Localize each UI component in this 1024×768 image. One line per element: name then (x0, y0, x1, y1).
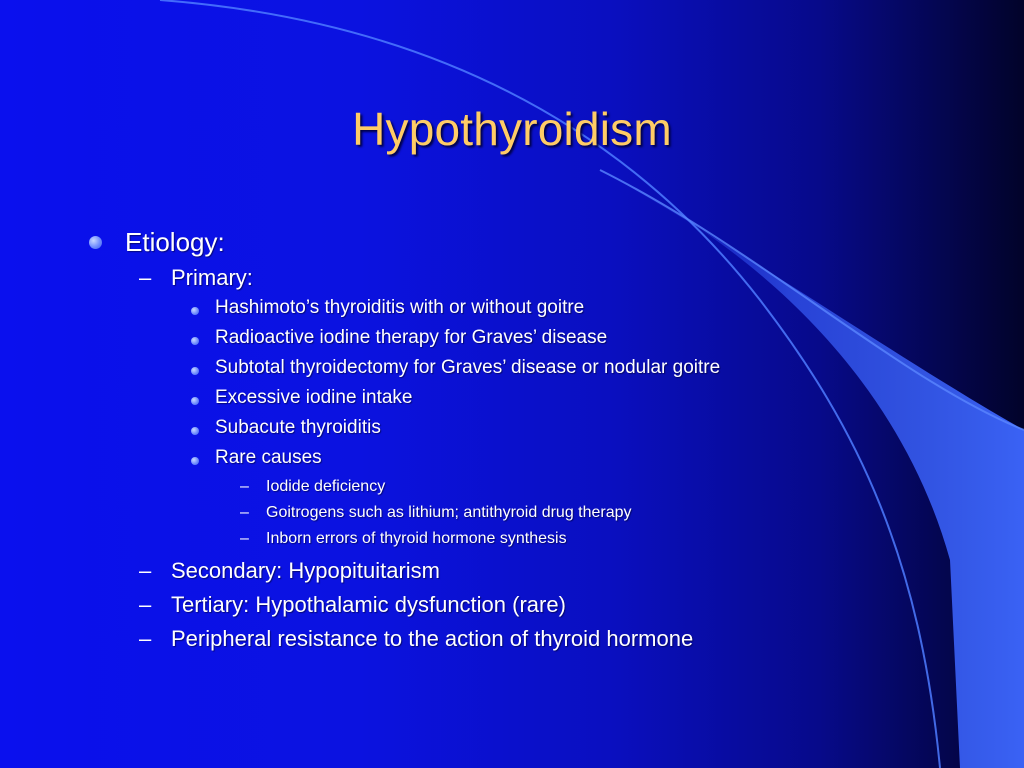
bullet-dot-icon (191, 307, 199, 315)
bullet-dot-icon (191, 337, 199, 345)
bullet-goitrogens: Goitrogens such as lithium; antithyroid drug therapy (266, 504, 632, 521)
bullet-etiology: Etiology: (125, 227, 225, 257)
bullet-dot-icon (191, 397, 199, 405)
bullet-iodide-deficiency: Iodide deficiency (266, 478, 386, 495)
dash-icon: – (240, 478, 249, 495)
bullet-dot-icon (191, 367, 199, 375)
bullet-subacute-thyroiditis: Subacute thyroiditis (215, 417, 381, 438)
dash-icon: – (139, 558, 152, 583)
dash-icon: – (139, 626, 152, 651)
bullet-radioactive-iodine: Radioactive iodine therapy for Graves’ disease (215, 327, 608, 348)
dash-icon: – (240, 504, 249, 521)
bullet-rare-causes: Rare causes (215, 447, 322, 468)
bullet-subtotal-thyroidectomy: Subtotal thyroidectomy for Graves’ disease or nodular goitre (215, 357, 721, 378)
bullet-dot-icon (89, 236, 102, 249)
bullet-excessive-iodine: Excessive iodine intake (215, 387, 413, 408)
dash-icon: – (139, 265, 152, 290)
bullet-peripheral-resistance: Peripheral resistance to the action of thyroid hormone (171, 626, 694, 651)
bullet-tertiary: Tertiary: Hypothalamic dysfunction (rare) (171, 592, 566, 617)
bullet-dot-icon (191, 457, 199, 465)
slide-title: Hypothyroidism (352, 103, 672, 155)
bullet-secondary: Secondary: Hypopituitarism (171, 558, 441, 583)
bullet-primary: Primary: (171, 265, 253, 290)
bullet-inborn-errors: Inborn errors of thyroid hormone synthesis (266, 530, 567, 547)
bullet-hashimoto: Hashimoto’s thyroiditis with or without goitre (215, 297, 585, 318)
dash-icon: – (240, 530, 249, 547)
bullet-dot-icon (191, 427, 199, 435)
dash-icon: – (139, 592, 152, 617)
